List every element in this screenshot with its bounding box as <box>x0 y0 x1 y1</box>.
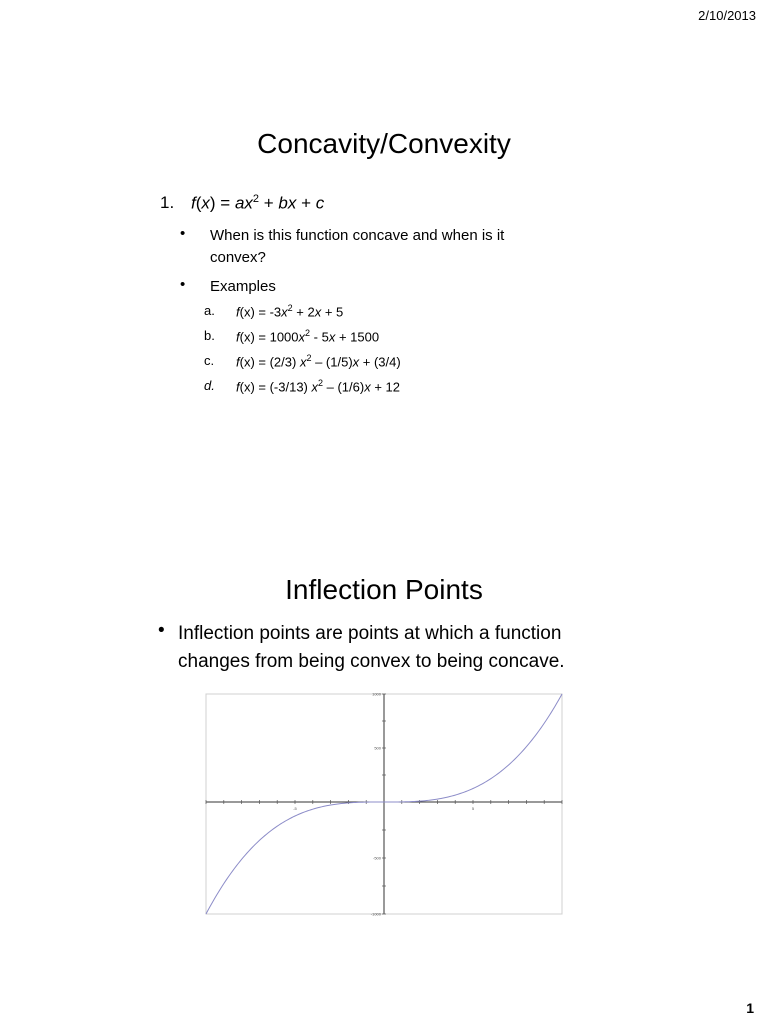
examples-bullet: Examples <box>210 278 276 295</box>
example-formula-a: $f(x) = -3x^2 + 2x + 5$ <box>236 303 344 320</box>
x-tick-label: -5 <box>293 806 297 811</box>
y-tick-label: -1000 <box>370 911 381 917</box>
example-label: c. <box>204 353 215 368</box>
example-formula-c: f(x) = (2/3) $x^2 - (1/5)x + (3/4)$ <box>236 353 401 370</box>
example-label: b. <box>204 328 215 343</box>
page-number: 1 <box>746 1000 754 1016</box>
slide-date: 2/10/2013 <box>698 8 756 23</box>
slide-title-inflection: Inflection Points <box>285 574 483 605</box>
example-formula-d: f(x) = (-3/13) $x^2 - (1/6)x + 12$ <box>236 378 400 395</box>
question-bullet: When is this function concave and when is it convex? <box>210 227 505 266</box>
example-formula-b: $f(x) = 1000x^2 - 5x + 1500$ <box>236 328 380 345</box>
list-number: 1. <box>160 193 175 212</box>
bullet-icon: • <box>158 620 165 641</box>
inflection-definition: Inflection points are points at which a function changes from being convex to being concave. <box>178 623 565 672</box>
cubic-function-plot <box>200 688 568 920</box>
bullet-icon: • <box>180 225 186 242</box>
general-quadratic-formula: $f(x) = ax^2$ + bx + c <box>191 193 325 213</box>
bullet-icon: • <box>180 276 186 293</box>
y-tick-label: 500 <box>374 745 381 751</box>
y-tick-label: 1000 <box>372 691 381 697</box>
example-label: d. <box>204 378 215 393</box>
example-label: a. <box>204 303 215 318</box>
slide-title-concavity: Concavity/Convexity <box>257 128 511 159</box>
y-tick-label: -500 <box>372 855 381 861</box>
x-tick-label: 5 <box>471 806 475 811</box>
